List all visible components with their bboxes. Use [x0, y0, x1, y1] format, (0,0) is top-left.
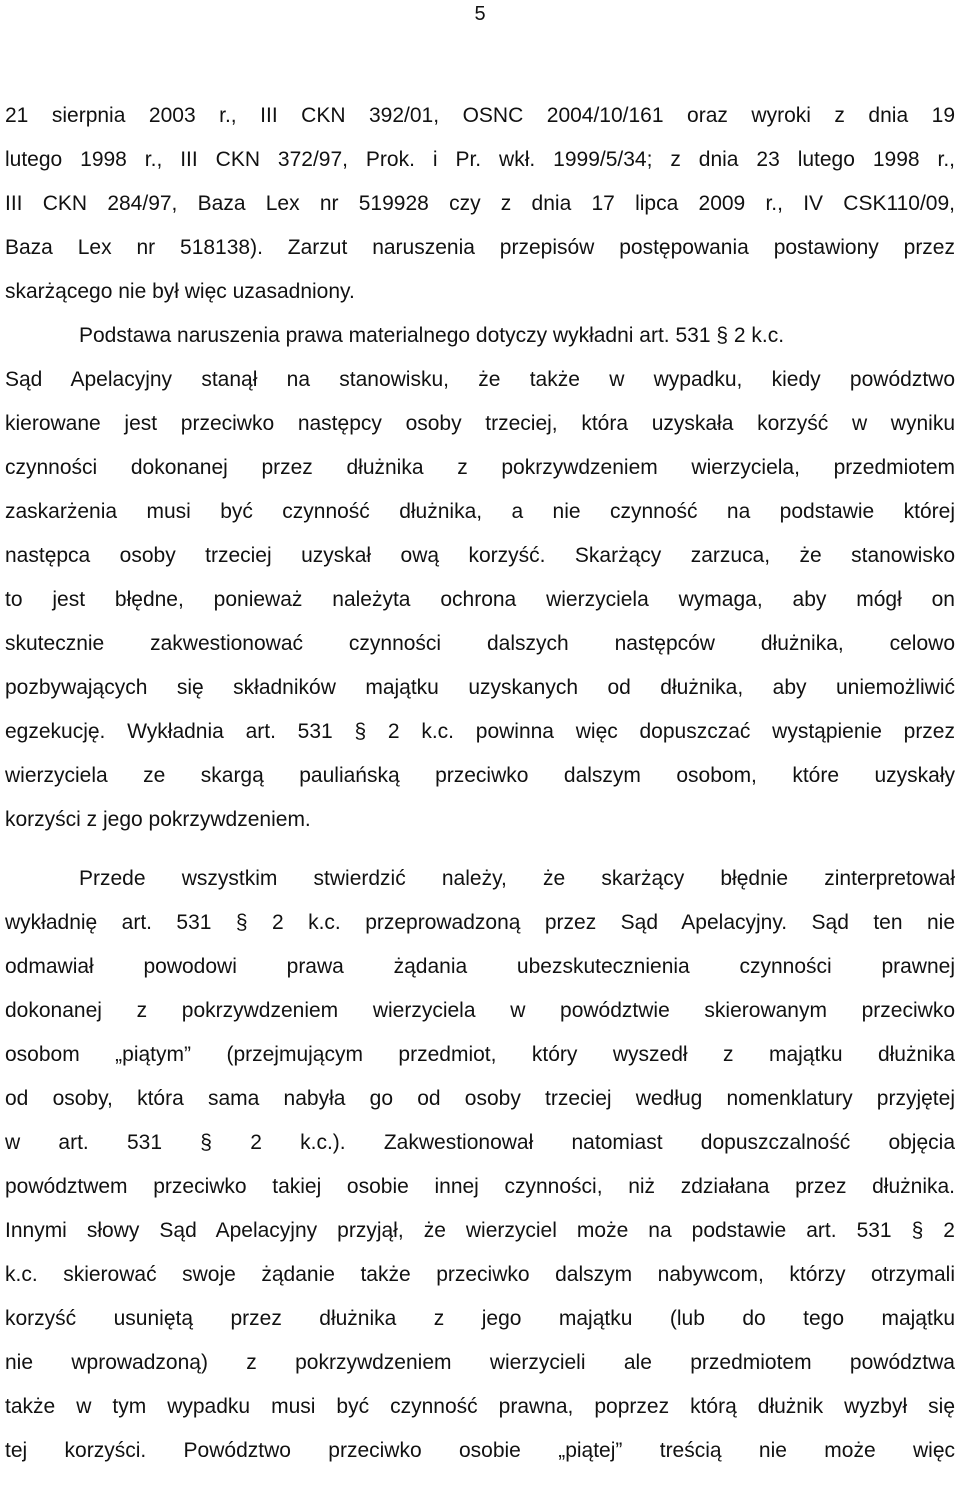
text-line: czynności dokonanej przez dłużnika z pokrzywdzeniem wierzyciela, przedmiotem: [5, 456, 955, 479]
text-line: osobom „piątym” (przejmującym przedmiot, który wyszedł z majątku dłużnika: [5, 1043, 955, 1066]
paragraph-3: [5, 857, 955, 1473]
text-line: to jest błędne, ponieważ należyta ochrona wierzyciela wymaga, aby mógł on: [5, 588, 955, 611]
text-line: korzyść usuniętą przez dłużnika z jego majątku (lub do tego majątku: [5, 1307, 955, 1330]
text-line: skutecznie zakwestionować czynności dalszych następców dłużnika, celowo: [5, 632, 955, 655]
text-line: lutego 1998 r., III CKN 372/97, Prok. i Pr. wkł. 1999/5/34; z dnia 23 lutego 1998 r.,: [5, 148, 955, 171]
text-line: powództwem przeciwko takiej osobie innej czynności, niż zdziałana przez dłużnika.: [5, 1175, 955, 1198]
text-line: dokonanej z pokrzywdzeniem wierzyciela w powództwie skierowanym przeciwko: [5, 999, 955, 1022]
text-line: tej korzyści. Powództwo przeciwko osobie „piątej” treścią nie może więc: [5, 1439, 955, 1462]
text-line: egzekucję. Wykładnia art. 531 § 2 k.c. powinna więc dopuszczać wystąpienie przez: [5, 720, 955, 743]
document-body: [5, 94, 955, 1473]
text-line: korzyści z jego pokrzywdzeniem.: [5, 808, 311, 831]
text-line: od osoby, która sama nabyła go od osoby trzeciej według nomenklatury przyjętej: [5, 1087, 955, 1110]
text-line: także w tym wypadku musi być czynność prawna, poprzez którą dłużnik wyzbył się: [5, 1395, 955, 1418]
paragraph-1: [5, 94, 955, 314]
paragraph-2: [5, 314, 955, 842]
text-line: Przede wszystkim stwierdzić należy, że skarżący błędnie zinterpretował: [79, 867, 955, 890]
text-line: w art. 531 § 2 k.c.). Zakwestionował natomiast dopuszczalność objęcia: [5, 1131, 955, 1154]
text-line: Podstawa naruszenia prawa materialnego dotyczy wykładni art. 531 § 2 k.c.: [79, 324, 785, 347]
text-line: nie wprowadzoną) z pokrzywdzeniem wierzycieli ale przedmiotem powództwa: [5, 1351, 955, 1374]
text-line: k.c. skierować swoje żądanie także przeciwko dalszym nabywcom, którzy otrzymali: [5, 1263, 955, 1286]
text-line: Baza Lex nr 518138). Zarzut naruszenia przepisów postępowania postawiony przez: [5, 236, 955, 259]
text-line: następca osoby trzeciej uzyskał ową korzyść. Skarżący zarzuca, że stanowisko: [5, 544, 955, 567]
text-line: zaskarżenia musi być czynność dłużnika, a nie czynność na podstawie której: [5, 500, 955, 523]
text-line: odmawiał powodowi prawa żądania ubezskutecznienia czynności prawnej: [5, 955, 955, 978]
text-line: III CKN 284/97, Baza Lex nr 519928 czy z dnia 17 lipca 2009 r., IV CSK110/09,: [5, 192, 955, 215]
text-line: skarżącego nie był więc uzasadniony.: [5, 280, 355, 303]
text-line: kierowane jest przeciwko następcy osoby trzeciej, która uzyskała korzyść w wyniku: [5, 412, 955, 435]
text-line: 21 sierpnia 2003 r., III CKN 392/01, OSNC 2004/10/161 oraz wyroki z dnia 19: [5, 104, 955, 127]
text-line: Sąd Apelacyjny stanął na stanowisku, że także w wypadku, kiedy powództwo: [5, 368, 955, 391]
paragraph-spacing: [5, 842, 955, 857]
text-line: Innymi słowy Sąd Apelacyjny przyjął, że wierzyciel może na podstawie art. 531 § 2: [5, 1219, 955, 1242]
text-line: wykładnię art. 531 § 2 k.c. przeprowadzoną przez Sąd Apelacyjny. Sąd ten nie: [5, 911, 955, 934]
text-line: pozbywających się składników majątku uzyskanych od dłużnika, aby uniemożliwić: [5, 676, 955, 699]
page-number: 5: [474, 3, 486, 25]
text-line: wierzyciela ze skargą pauliańską przeciwko dalszym osobom, które uzyskały: [5, 764, 955, 787]
